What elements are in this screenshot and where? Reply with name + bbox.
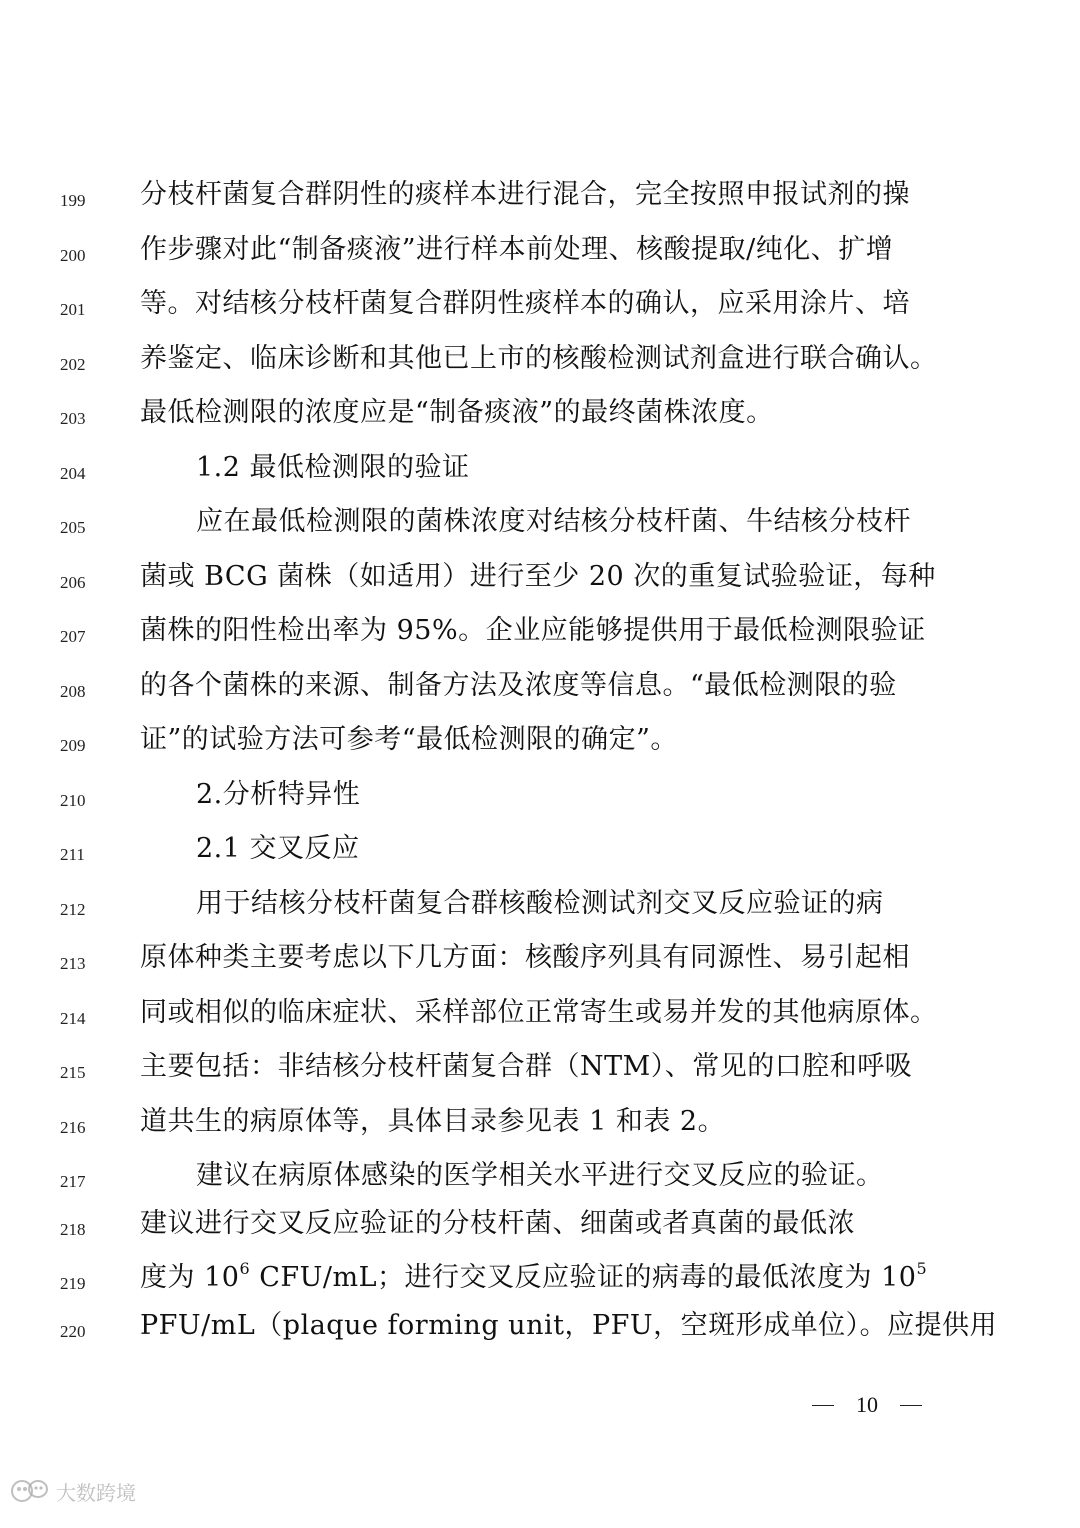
line-number: 205 <box>60 518 86 537</box>
line-text-part: 度为 10 <box>140 1262 240 1293</box>
line-number: 202 <box>60 355 86 374</box>
line-text: 等。对结核分枝杆菌复合群阴性痰样本的确认，应采用涂片、培 <box>140 288 910 319</box>
page-number: 10 <box>856 1392 878 1417</box>
section-heading: 2.分析特异性 <box>196 779 361 810</box>
line-number: 211 <box>60 845 85 864</box>
text-line-214 <box>0 993 1080 1047</box>
watermark-logo-icon <box>10 1478 50 1504</box>
line-text: 主要包括：非结核分枝杆菌复合群（NTM）、常见的口腔和呼吸 <box>140 1051 913 1082</box>
text-line-199 <box>0 175 1080 229</box>
line-text: 证”的试验方法可参考“最低检测限的确定”。 <box>140 724 678 755</box>
line-number: 213 <box>60 954 86 973</box>
line-number: 215 <box>60 1063 86 1082</box>
line-number: 208 <box>60 682 86 701</box>
line-text: 的各个菌株的来源、制备方法及浓度等信息。“最低检测限的验 <box>140 670 897 701</box>
line-number: 206 <box>60 573 86 592</box>
line-number: 207 <box>60 627 86 646</box>
text-line-215 <box>0 1047 1080 1101</box>
text-line-205 <box>0 502 1080 556</box>
text-line-208 <box>0 666 1080 720</box>
text-line-219 <box>0 1258 1080 1312</box>
line-text: 应在最低检测限的菌株浓度对结核分枝杆菌、牛结核分枝杆 <box>196 506 911 537</box>
text-line-210 <box>0 775 1080 829</box>
line-number: 203 <box>60 409 86 428</box>
line-text: 同或相似的临床症状、采样部位正常寄生或易并发的其他病原体。 <box>140 997 938 1028</box>
footer-dash-right <box>900 1405 922 1406</box>
line-number: 220 <box>60 1322 86 1341</box>
text-line-203 <box>0 393 1080 447</box>
text-line-211 <box>0 829 1080 883</box>
line-text: PFU/mL（plaque forming unit，PFU，空斑形成单位）。应提供用 <box>140 1310 998 1341</box>
line-number: 216 <box>60 1118 86 1137</box>
exponent: 5 <box>916 1259 928 1278</box>
watermark <box>10 1476 136 1506</box>
section-heading: 1.2 最低检测限的验证 <box>196 452 470 483</box>
line-text: 建议进行交叉反应验证的分枝杆菌、细菌或者真菌的最低浓 <box>140 1208 855 1239</box>
text-line-200 <box>0 230 1080 284</box>
line-text: 作步骤对此“制备痰液”进行样本前处理、核酸提取/纯化、扩增 <box>140 234 894 265</box>
line-number: 214 <box>60 1009 86 1028</box>
line-text <box>140 1258 955 1298</box>
footer-dash-left <box>812 1405 834 1406</box>
line-text: 原体种类主要考虑以下几方面：核酸序列具有同源性、易引起相 <box>140 942 910 973</box>
text-line-201 <box>0 284 1080 338</box>
line-text: 用于结核分枝杆菌复合群核酸检测试剂交叉反应验证的病 <box>196 888 884 919</box>
text-line-202 <box>0 339 1080 393</box>
text-line-207 <box>0 611 1080 665</box>
text-line-212 <box>0 884 1080 938</box>
line-text: 最低检测限的浓度应是“制备痰液”的最终菌株浓度。 <box>140 397 774 428</box>
text-line-206 <box>0 557 1080 611</box>
exponent: 6 <box>239 1259 251 1278</box>
line-number: 212 <box>60 900 86 919</box>
watermark-text: 大数跨境 <box>56 1480 136 1505</box>
line-text: 道共生的病原体等，具体目录参见表 1 和表 2。 <box>140 1106 726 1137</box>
text-line-204 <box>0 448 1080 502</box>
line-number: 219 <box>60 1274 86 1293</box>
line-number: 218 <box>60 1220 86 1239</box>
line-number: 217 <box>60 1172 86 1191</box>
line-text: 养鉴定、临床诊断和其他已上市的核酸检测试剂盒进行联合确认。 <box>140 343 938 374</box>
line-text: 分枝杆菌复合群阴性的痰样本进行混合，完全按照申报试剂的操 <box>140 179 910 210</box>
line-number: 200 <box>60 246 86 265</box>
line-number: 199 <box>60 191 86 210</box>
text-line-220 <box>0 1306 1080 1360</box>
line-number: 210 <box>60 791 86 810</box>
text-line-216 <box>0 1102 1080 1156</box>
line-text: 菌株的阳性检出率为 95%。企业应能够提供用于最低检测限验证 <box>140 615 926 646</box>
text-line-213 <box>0 938 1080 992</box>
page-number-footer <box>812 1389 922 1421</box>
line-number: 201 <box>60 300 86 319</box>
line-text: 菌或 BCG 菌株（如适用）进行至少 20 次的重复试验验证，每种 <box>140 561 936 592</box>
line-number: 204 <box>60 464 86 483</box>
section-heading: 2.1 交叉反应 <box>196 833 360 864</box>
line-text-part: CFU/mL；进行交叉反应验证的病毒的最低浓度为 10 <box>250 1262 917 1293</box>
line-text: 建议在病原体感染的医学相关水平进行交叉反应的验证。 <box>196 1160 884 1191</box>
text-line-209 <box>0 720 1080 774</box>
text-line-217 <box>0 1156 1080 1210</box>
line-number: 209 <box>60 736 86 755</box>
text-line-218 <box>0 1204 1080 1258</box>
